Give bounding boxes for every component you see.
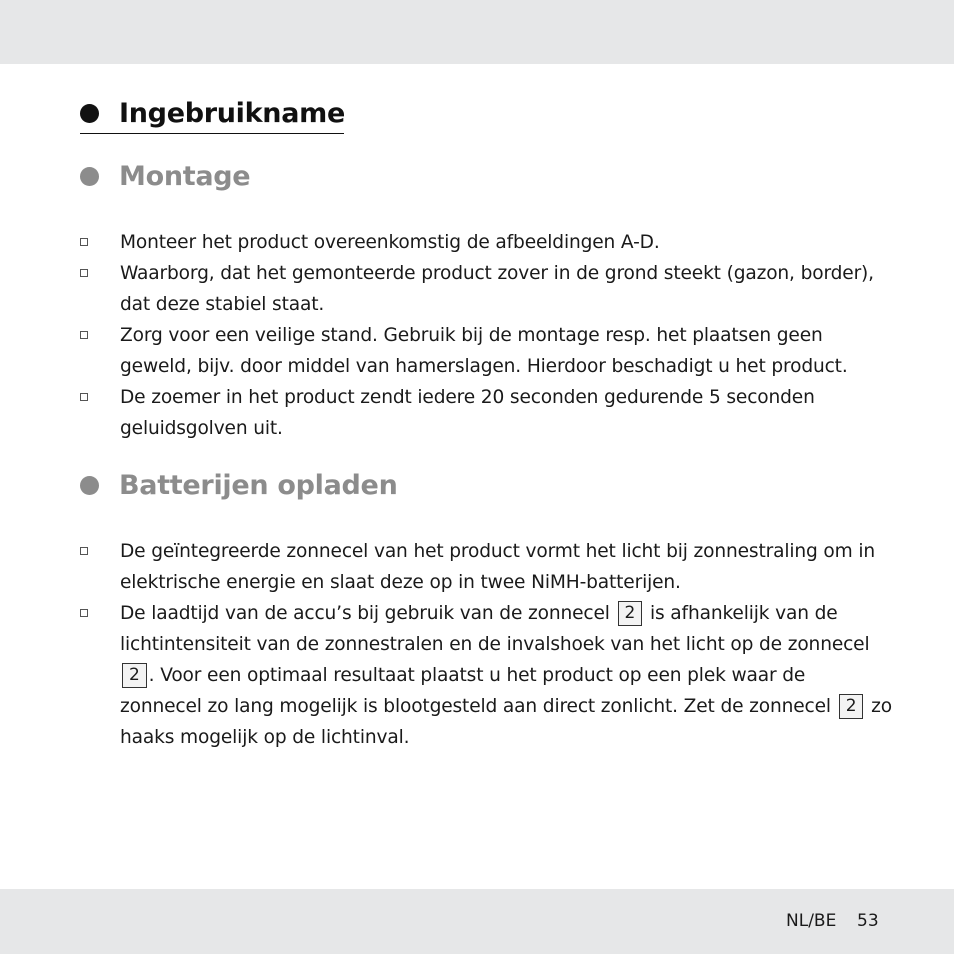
section-heading-batterijen-opladen (80, 470, 398, 501)
square-bullet-icon (80, 547, 88, 555)
heading-underline (80, 133, 344, 134)
montage-list (80, 227, 892, 444)
list-item-text-part: is afhankelijk van de lichtintensiteit van de zonnestralen en de invalshoek van het licht op de zonnecel (120, 603, 870, 655)
heading-bullet-dot (80, 476, 99, 495)
heading-bullet-dot (80, 104, 99, 123)
list-item-text-part: . Voor een optimaal resultaat plaatst u het product op een plek waar de zonnecel zo lang mogelijk is blootgesteld aan direct zonlicht. Zet de zonnecel (120, 665, 831, 717)
square-bullet-icon (80, 609, 88, 617)
square-bullet-icon (80, 269, 88, 277)
list-item-text-part: De laadtijd van de accu’s bij gebruik van de zonnecel (120, 603, 610, 624)
battery-list (80, 536, 892, 753)
list-item-text: De geïntegreerde zonnecel van het product vormt het licht bij zonnestraling om in elektrische energie en slaat deze op in twee NiMH-batterijen. (120, 541, 876, 593)
heading-title: Montage (119, 161, 251, 192)
heading-bullet-dot (80, 167, 99, 186)
heading-title: Batterijen opladen (119, 470, 398, 501)
solar-cell-reference-number: 2 (122, 663, 147, 688)
list-item-text: Waarborg, dat het gemonteerde product zover in de grond steekt (gazon, border), dat deze stabiel staat. (120, 263, 874, 315)
list-item (80, 536, 892, 598)
footer-language-code: NL/BE (786, 911, 837, 931)
list-item (80, 320, 892, 382)
square-bullet-icon (80, 238, 88, 246)
top-band (0, 0, 954, 64)
square-bullet-icon (80, 393, 88, 401)
list-item-text: Monteer het product overeenkomstig de afbeeldingen A-D. (120, 232, 660, 253)
list-item-text: Zorg voor een veilige stand. Gebruik bij de montage resp. het plaatsen geen geweld, bijv. door middel van hamerslagen. Hierdoor beschadigt u het product. (120, 325, 848, 377)
square-bullet-icon (80, 331, 88, 339)
list-item (80, 382, 892, 444)
section-heading-montage (80, 161, 250, 192)
list-item-text-part: zo haaks mogelijk op de lichtinval. (120, 696, 892, 748)
list-item (80, 598, 892, 753)
list-item-text: De zoemer in het product zendt iedere 20 seconden gedurende 5 seconden geluidsgolven uit. (120, 387, 815, 439)
footer-page-number: 53 (857, 911, 879, 931)
list-item (80, 227, 892, 258)
heading-title: Ingebruikname (119, 98, 345, 129)
solar-cell-reference-number: 2 (839, 694, 864, 719)
section-heading-ingebruikname (80, 98, 345, 129)
solar-cell-reference-number: 2 (618, 601, 643, 626)
list-item (80, 258, 892, 320)
